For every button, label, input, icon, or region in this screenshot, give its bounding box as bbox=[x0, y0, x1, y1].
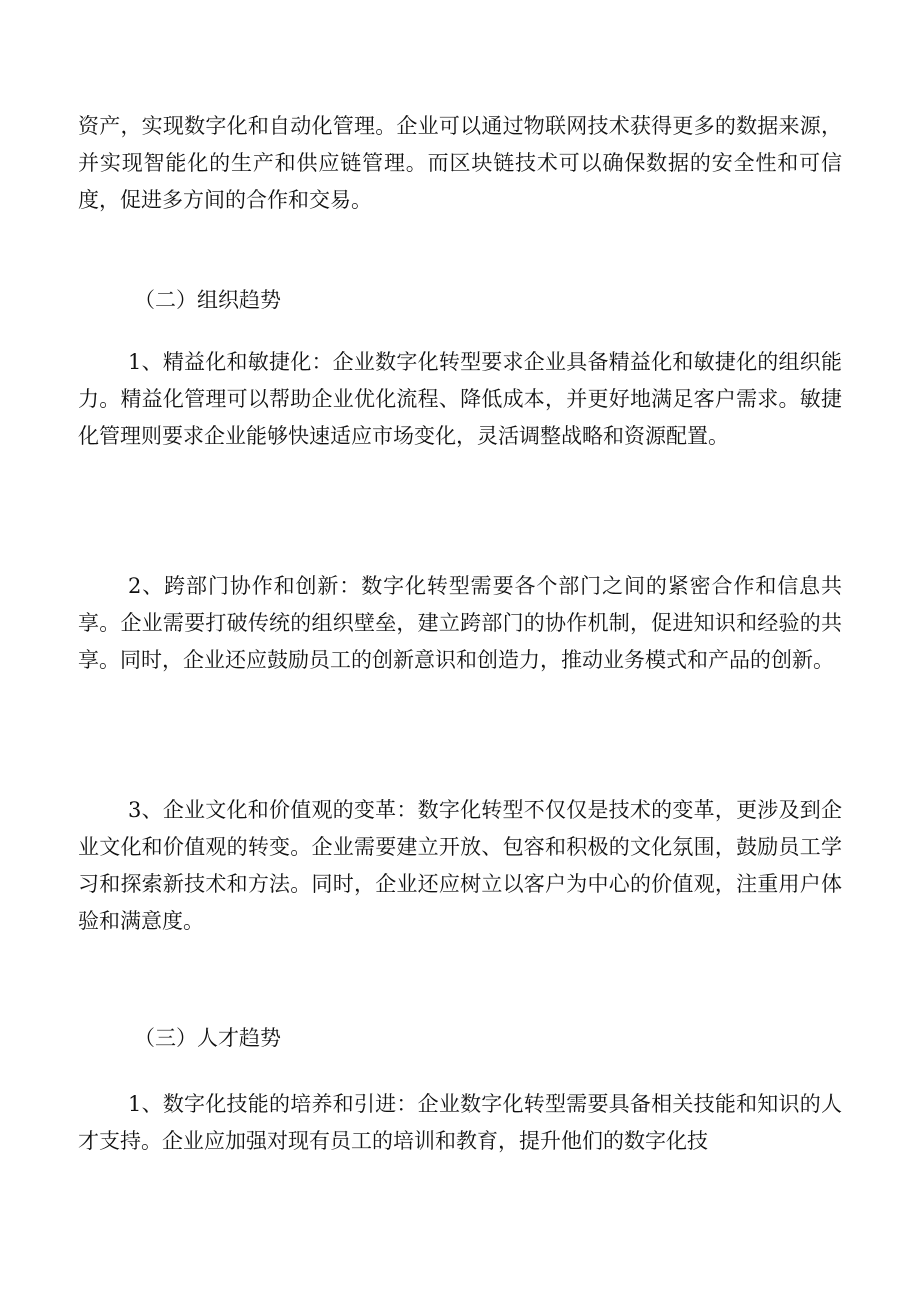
paragraph-cross-department: 2、跨部门协作和创新：数字化转型需要各个部门之间的紧密合作和信息共享。企业需要打破传统的组织壁垒，建立跨部门的协作机制，促进知识和经验的共享。同时，企业还应鼓励员工的创新意识和创造力，推动业务模式和产品的创新。 bbox=[78, 574, 842, 672]
continuation-paragraph: 资产，实现数字化和自动化管理。企业可以通过物联网技术获得更多的数据来源，并实现智能化的生产和供应链管理。而区块链技术可以确保数据的安全性和可信度，促进多方间的合作和交易。 bbox=[78, 114, 842, 212]
section-heading-talent: （三）人才趋势 bbox=[134, 1026, 281, 1050]
paragraph-digital-skills: 1、数字化技能的培养和引进：企业数字化转型需要具备相关技能和知识的人才支持。企业应加强对现有员工的培训和教育，提升他们的数字化技 bbox=[78, 1092, 842, 1153]
paragraph-culture-values: 3、企业文化和价值观的变革：数字化转型不仅仅是技术的变革，更涉及到企业文化和价值观的转变。企业需要建立开放、包容和积极的文化氛围，鼓励员工学习和探索新技术和方法。同时，企业还应树立以客户为中心的价值观，注重用户体验和满意度。 bbox=[78, 798, 842, 933]
section-heading-organization: （二）组织趋势 bbox=[134, 288, 281, 312]
paragraph-lean-agile: 1、精益化和敏捷化：企业数字化转型要求企业具备精益化和敏捷化的组织能力。精益化管理可以帮助企业优化流程、降低成本，并更好地满足客户需求。敏捷化管理则要求企业能够快速适应市场变化，灵活调整战略和资源配置。 bbox=[78, 350, 842, 448]
